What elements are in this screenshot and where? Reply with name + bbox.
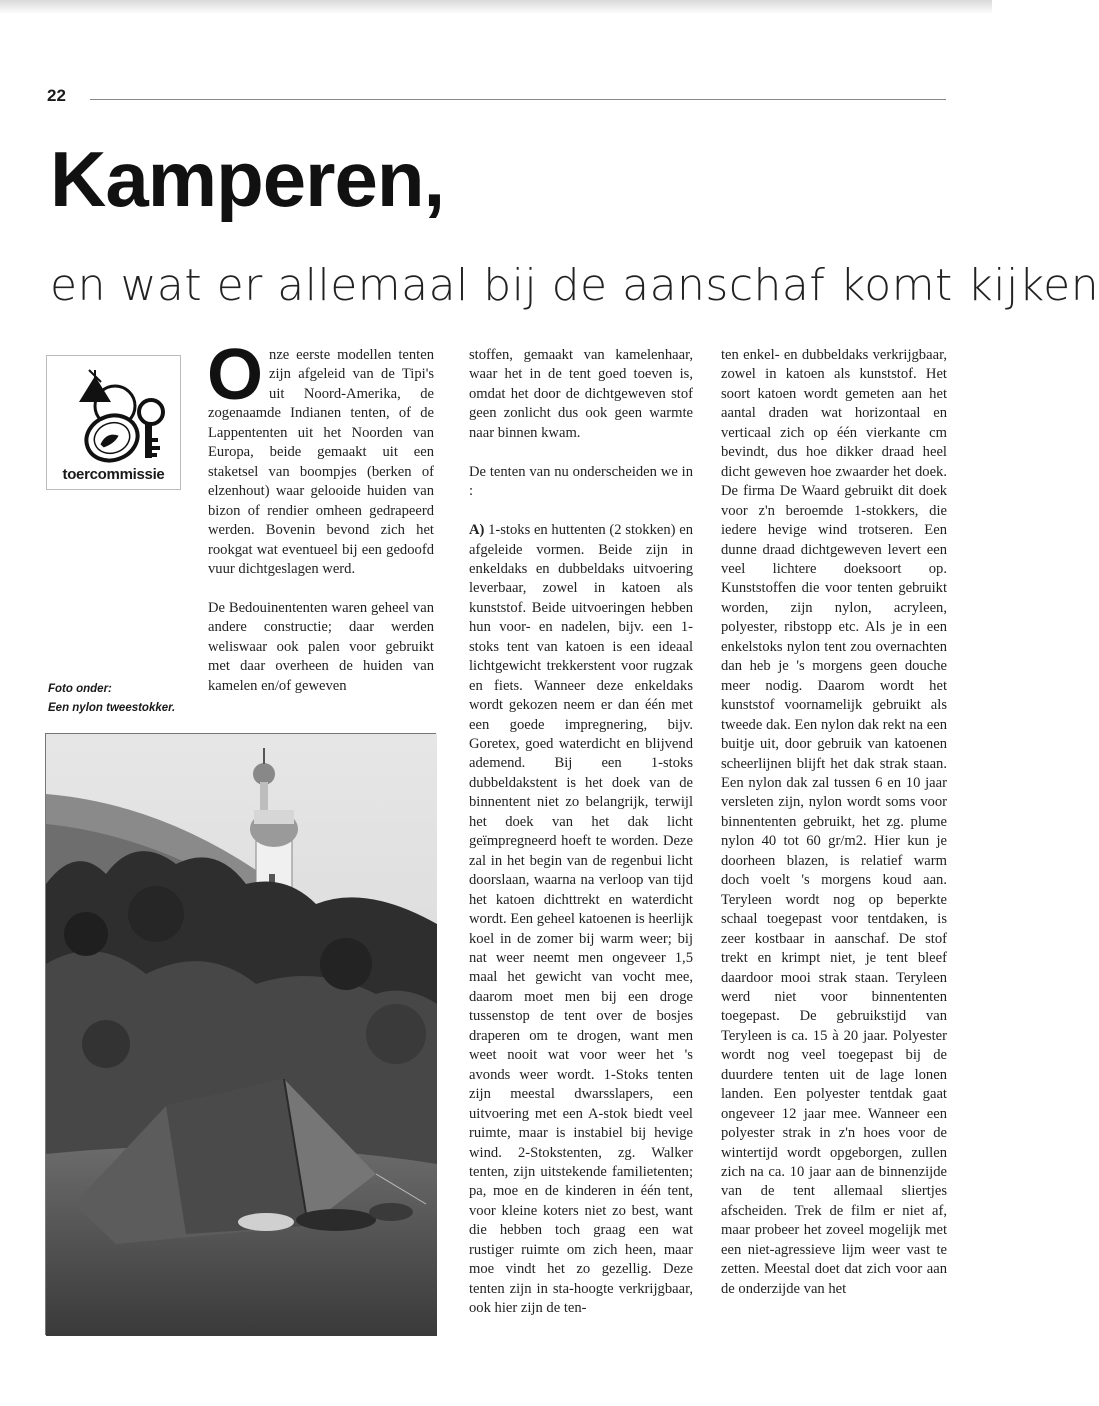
- photo-caption-text: Een nylon tweestokker.: [48, 702, 176, 714]
- article-title: Kamperen,: [50, 135, 445, 223]
- toercommissie-logo: [46, 355, 181, 490]
- header-rule: [90, 99, 946, 100]
- list-label: A): [469, 522, 485, 539]
- page-top-shade: [0, 0, 992, 14]
- article-paragraph: [469, 521, 693, 1319]
- article-paragraph: [207, 335, 434, 579]
- paragraph-text: nze eerste modellen tenten zijn afgeleid van de Tipi's uit Noord-Amerika, de zogenaamde Indianen tenten, of de Lappententen uit het Noorden van Europa, beide gemaakt uit een staketsel van boompjes (berken of elzenhout) waar gelooide huiden van bizon of rendier omheen gedrapeerd werden. Bovenin bevond zich het rookgat wat eventueel bij een gedoofd vuur dichtgeslagen werd.: [208, 347, 434, 577]
- tent-photo: [45, 733, 436, 1335]
- tent-photo-image: [46, 734, 437, 1336]
- article-paragraph: De Bedouinententen waren geheel van andere constructie; daar werden weliswaar ook palen voor gebruikt met daar overheen de huiden van kamelen en/of geweven: [208, 599, 434, 694]
- page-number: 22: [47, 86, 66, 105]
- article-paragraph: De tenten van nu onderscheiden we in :: [469, 463, 693, 500]
- article-column-1: [207, 335, 434, 696]
- article-column-2: [469, 346, 693, 1319]
- article-subtitle: en wat er allemaal bij de aanschaf komt kijken: [50, 260, 1099, 311]
- logo-caption: toercommissie: [62, 466, 165, 483]
- article-paragraph: ten enkel- en dubbeldaks verkrijgbaar, zowel in katoen als kunststof. Het soort katoen wordt gemeten aan het aantal draden wat horizontaal en verticaal zich op één vierkante cm bevindt, dus hoe dikker draad heel dicht geweven hoe zwaarder het doek. De firma De Waard gebruikt dit doek voor z'n beroemde 1-stokkers, die iedere hevige wind trotseren. Een dunne draad dichtgeweven levert een veel lichtere doeksoort op. Kunststoffen die voor tenten gebruikt worden, zijn nylon, acryleen, polyester, ribstopp etc. Als je in een enkelstoks nylon tent zou overnachten dan heb je 's morgens geen douche meer nodig. Daarom wordt het kunststof voornamelijk gebruikt als tweede dak. Een nylon dak rekt na een buitje uit, door gebruik van katoenen scheerlijnen blijft het dak strak staan. Een nylon dak zal tussen 6 en 10 jaar versleten zijn, nylon wordt soms voor binnententen gebruikt, het zg. plume nylon 40 tot 60 gr/m2. Hier kun je doorheen blazen, is relatief warm doch voelt 's morgens koud aan. Teryleen wordt nog op beperkte schaal toegepast voor tentdaken, is zeer kostbaar in aanschaf. De stof trekt en krimpt niet, je tent bleef daardoor mooi strak staan. Teryleen werd niet voor binnententen toegepast. De gebruikstijd van Teryleen is ca. 15 à 20 jaar. Polyester wordt nog veel toegepast bij de duurdere tenten uit de lage lonen landen. Een polyester tentdak gaat ongeveer 12 jaar mee. Wanneer een polyester strak in z'n hoes voor de wintertijd wordt opgeborgen, zullen zich na ca. 10 jaar aan de binnenzijde van de tent allemaal sliertjes afscheiden. Trek de film er niet af, maar probeer het zoveel mogelijk met een niet-agressieve lijm weer vast te zetten. Meestal doet dat zich voor aan de onderzijde van het: [721, 347, 947, 1297]
- photo-caption: [48, 680, 188, 718]
- tent-and-keys-icon: [57, 360, 172, 470]
- article-paragraph: stoffen, gemaakt van kamelenhaar, waar het in de tent goed toeven is, omdat het door de dichtgeweven stof geen zonlicht dus ook geen warmte naar binnen kwam.: [469, 347, 693, 441]
- article-column-3: [721, 346, 947, 1299]
- photo-caption-heading: Foto onder:: [48, 683, 112, 695]
- drop-cap: O: [207, 335, 264, 415]
- paragraph-text: 1-stoks en huttenten (2 stokken) en afgeleide vormen. Beide zijn in enkeldaks en dubbeldaks uitvoering leverbaar, zowel in katoen als kunststof. Beide uitvoeringen hebben hun voor- en nadelen, bijv. een 1-stoks tent van katoen is een ideaal lichtgewicht trekkerstent voor rugzak en fiets. Wanneer deze enkeldaks wordt gekozen neem er dan één met een goede impregnering, bijv. Goretex, goed waterdicht en blijvend ademend. Bij een 1-stoks dubbeldakstent is het doek van de binnentent niet zo belangrijk, terwijl het doek van het dak licht geïmpregneerd hoeft te worden. Deze zal in het begin van de regenbui licht doorslaan, waarna na verloop van tijd het katoen dichttrekt en waterdicht wordt. Een geheel katoenen is heerlijk koel in de zomer bij warm weer; bij nat weer neemt men ongeveer 1,5 maal het gewicht van vocht mee, daarom moet men bij een droge tussenstop de tent over de bosjes draperen om te drogen, want men weet nooit wat voor weer het 's avonds weer wordt. 1-Stoks tenten zijn meestal dwarsslapers, een uitvoering met een A-stok biedt veel ruimte, maar is instabiel bij hevige wind. 2-Stokstenten, zg. Walker tenten, zijn uitstekende familietenten; pa, moe en de kinderen in één tent, voor kleine koters niet zo best, want die hebben toch graag een wat rustiger ruimte om zich heen, maar moe vindt het zo gezellig. Deze tenten zijn in sta-hoogte verkrijgbaar, ook hier zijn de ten-: [469, 522, 693, 1317]
